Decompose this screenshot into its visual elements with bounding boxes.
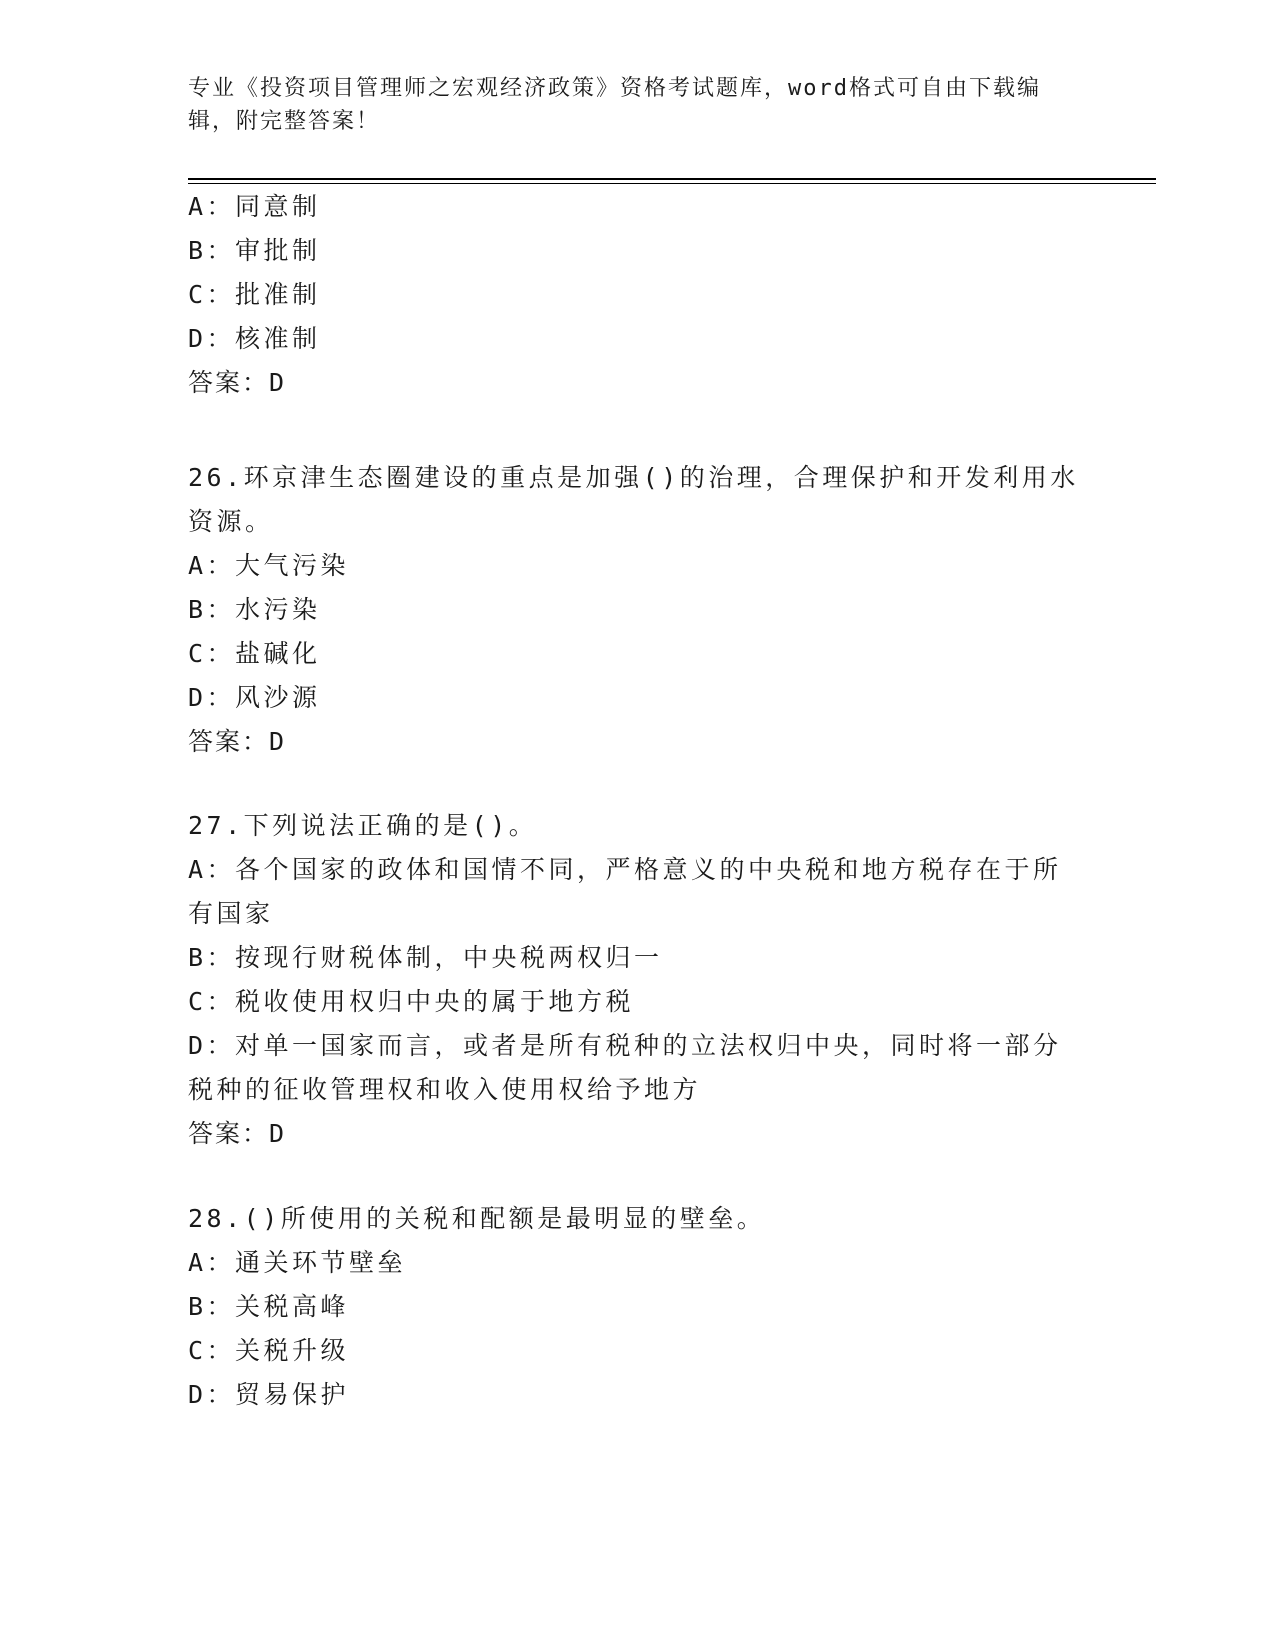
option-b: B：按现行财税体制，中央税两权归一 bbox=[188, 943, 663, 972]
option-a: A：通关环节壁垒 bbox=[188, 1248, 407, 1277]
option-a: A：同意制 bbox=[188, 192, 321, 221]
answer: 答案：D bbox=[188, 1119, 287, 1148]
option-c: C：盐碱化 bbox=[188, 639, 321, 668]
answer: 答案：D bbox=[188, 727, 287, 756]
question-stem-line-2: 资源。 bbox=[188, 507, 274, 536]
option-d: D：风沙源 bbox=[188, 683, 321, 712]
option-c: C：关税升级 bbox=[188, 1336, 350, 1365]
document-intro bbox=[188, 72, 1068, 138]
option-c: C：税收使用权归中央的属于地方税 bbox=[188, 987, 635, 1016]
question-stem: 28.()所使用的关税和配额是最明显的壁垒。 bbox=[188, 1204, 766, 1233]
header-divider-thin bbox=[188, 183, 1156, 184]
question-stem: 27.下列说法正确的是()。 bbox=[188, 811, 538, 840]
option-b: B：关税高峰 bbox=[188, 1292, 350, 1321]
option-b: B：水污染 bbox=[188, 595, 321, 624]
option-c: C：批准制 bbox=[188, 280, 321, 309]
option-d: D：贸易保护 bbox=[188, 1380, 350, 1409]
option-d-line-2: 税种的征收管理权和收入使用权给予地方 bbox=[188, 1075, 702, 1104]
header-divider-thick bbox=[188, 178, 1156, 180]
intro-line-1: 专业《投资项目管理师之宏观经济政策》资格考试题库，word格式可自由下载编 bbox=[188, 76, 1041, 101]
answer: 答案：D bbox=[188, 368, 287, 397]
option-d-line-1: D：对单一国家而言，或者是所有税种的立法权归中央，同时将一部分 bbox=[188, 1031, 1062, 1060]
option-d: D：核准制 bbox=[188, 324, 321, 353]
option-a-line-1: A：各个国家的政体和国情不同，严格意义的中央税和地方税存在于所 bbox=[188, 855, 1062, 884]
option-b: B：审批制 bbox=[188, 236, 321, 265]
option-a-line-2: 有国家 bbox=[188, 899, 274, 928]
question-stem-line-1: 26.环京津生态圈建设的重点是加强()的治理，合理保护和开发利用水 bbox=[188, 463, 1079, 492]
option-a: A：大气污染 bbox=[188, 551, 350, 580]
intro-line-2: 辑，附完整答案！ bbox=[188, 109, 381, 134]
